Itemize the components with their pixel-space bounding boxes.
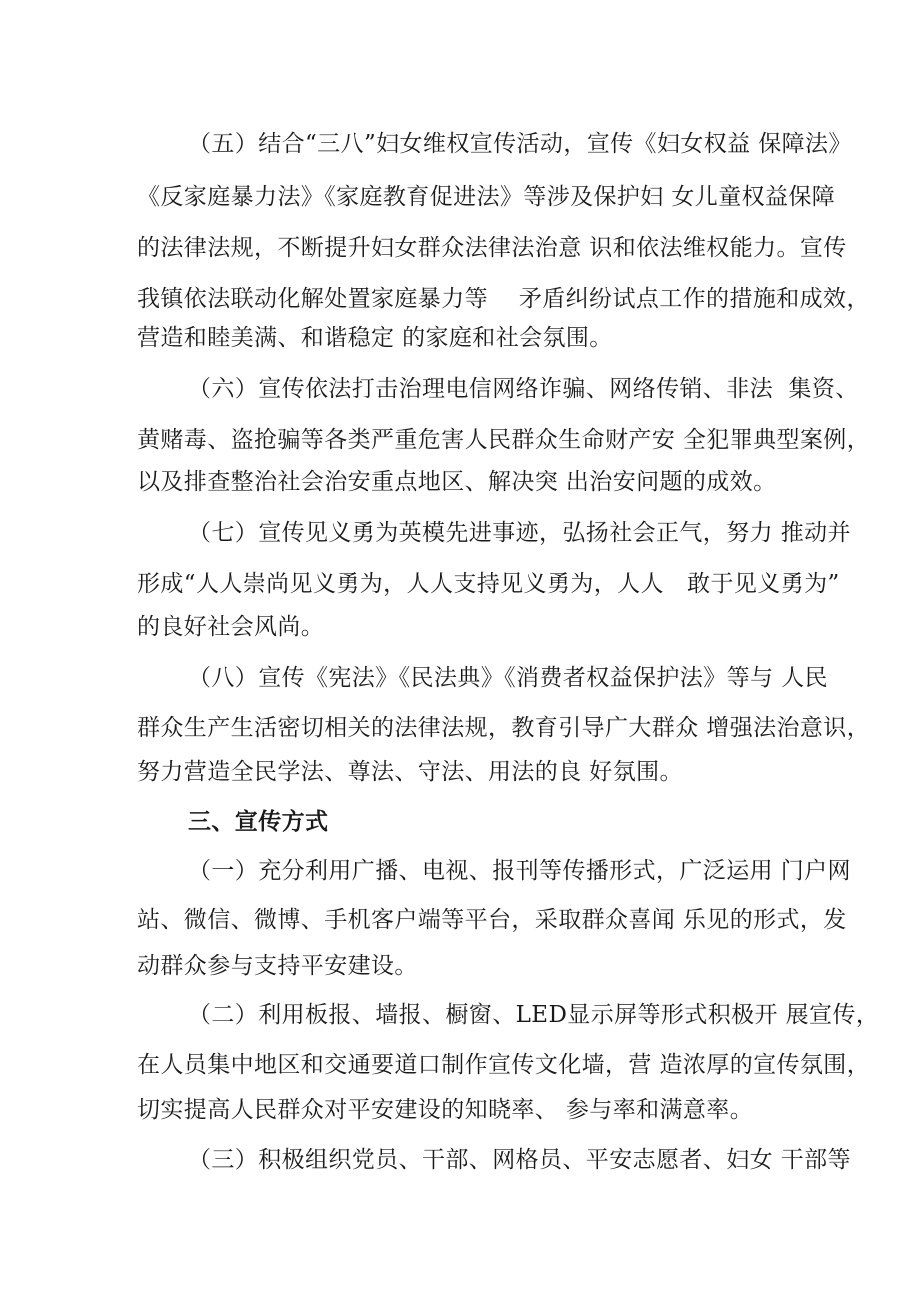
paragraph-5-line-3: 的法律法规，不断提升妇女群众法律法治意 识和依法维权能力。宣传	[137, 235, 847, 261]
method-2-line-1: （二）利用板报、墙报、橱窗、LED显示屏等形式积极开 展宣传，	[188, 1002, 880, 1028]
method-3-line-1: （三）积极组织党员、干部、网格员、平安志愿者、妇女 干部等	[188, 1147, 851, 1173]
paragraph-8-line-2: 群众生产生活密切相关的法律法规，教育引导广大群众 增强法治意识，	[137, 715, 871, 741]
paragraph-6-line-1: （六）宣传依法打击治理电信网络诈骗、网络传销、非法 集资、	[188, 376, 859, 402]
paragraph-7-line-1: （七）宣传见义勇为英模先进事迹，弘扬社会正气，努力 推动并	[188, 520, 851, 546]
section-heading: 三、宣传方式	[188, 808, 329, 835]
method-1-line-2: 站、微信、微博、手机客户端等平台，采取群众喜闻 乐见的形式，发	[137, 907, 847, 933]
paragraph-5-line-4: 我镇依法联动化解处置家庭暴力等 矛盾纠纷试点工作的措施和成效，	[137, 286, 870, 312]
method-2-line-3: 切实提高人民群众对平安建设的知晓率、 参与率和满意率。	[137, 1097, 754, 1123]
paragraph-5-line-2: 《反家庭暴力法》《家庭教育促进法》等涉及保护妇 女儿童权益保障	[137, 184, 836, 210]
paragraph-7-line-3: 的良好社会风尚。	[137, 614, 325, 640]
paragraph-6-line-2: 黄赌毒、盗抢骗等各类严重危害人民群众生命财产安 全犯罪典型案例，	[137, 427, 871, 453]
paragraph-8-line-3: 努力营造全民学法、尊法、守法、用法的良 好氛围。	[137, 759, 683, 785]
paragraph-5-line-5: 营造和睦美满、和谐稳定 的家庭和社会氛围。	[137, 325, 613, 351]
paragraph-6-line-3: 以及排查整治社会治安重点地区、解决突 出治安问题的成效。	[137, 469, 777, 495]
paragraph-7-line-2: 形成“人人崇尚见义勇为，人人支持见义勇为，人人 敢于见义勇为”	[137, 571, 840, 597]
paragraph-5-line-1: （五）结合“三八”妇女维权宣传活动，宣传《妇女权益 保障法》	[188, 131, 852, 157]
method-1-line-3: 动群众参与支持平安建设。	[137, 953, 418, 979]
paragraph-8-line-1: （八）宣传《宪法》《民法典》《消费者权益保护法》等与 人民	[188, 665, 828, 691]
method-1-line-1: （一）充分利用广播、电视、报刊等传播形式，广泛运用 门户网	[188, 858, 851, 884]
method-2-line-2: 在人员集中地区和交通要道口制作宣传文化墙，营 造浓厚的宣传氛围，	[137, 1052, 871, 1078]
